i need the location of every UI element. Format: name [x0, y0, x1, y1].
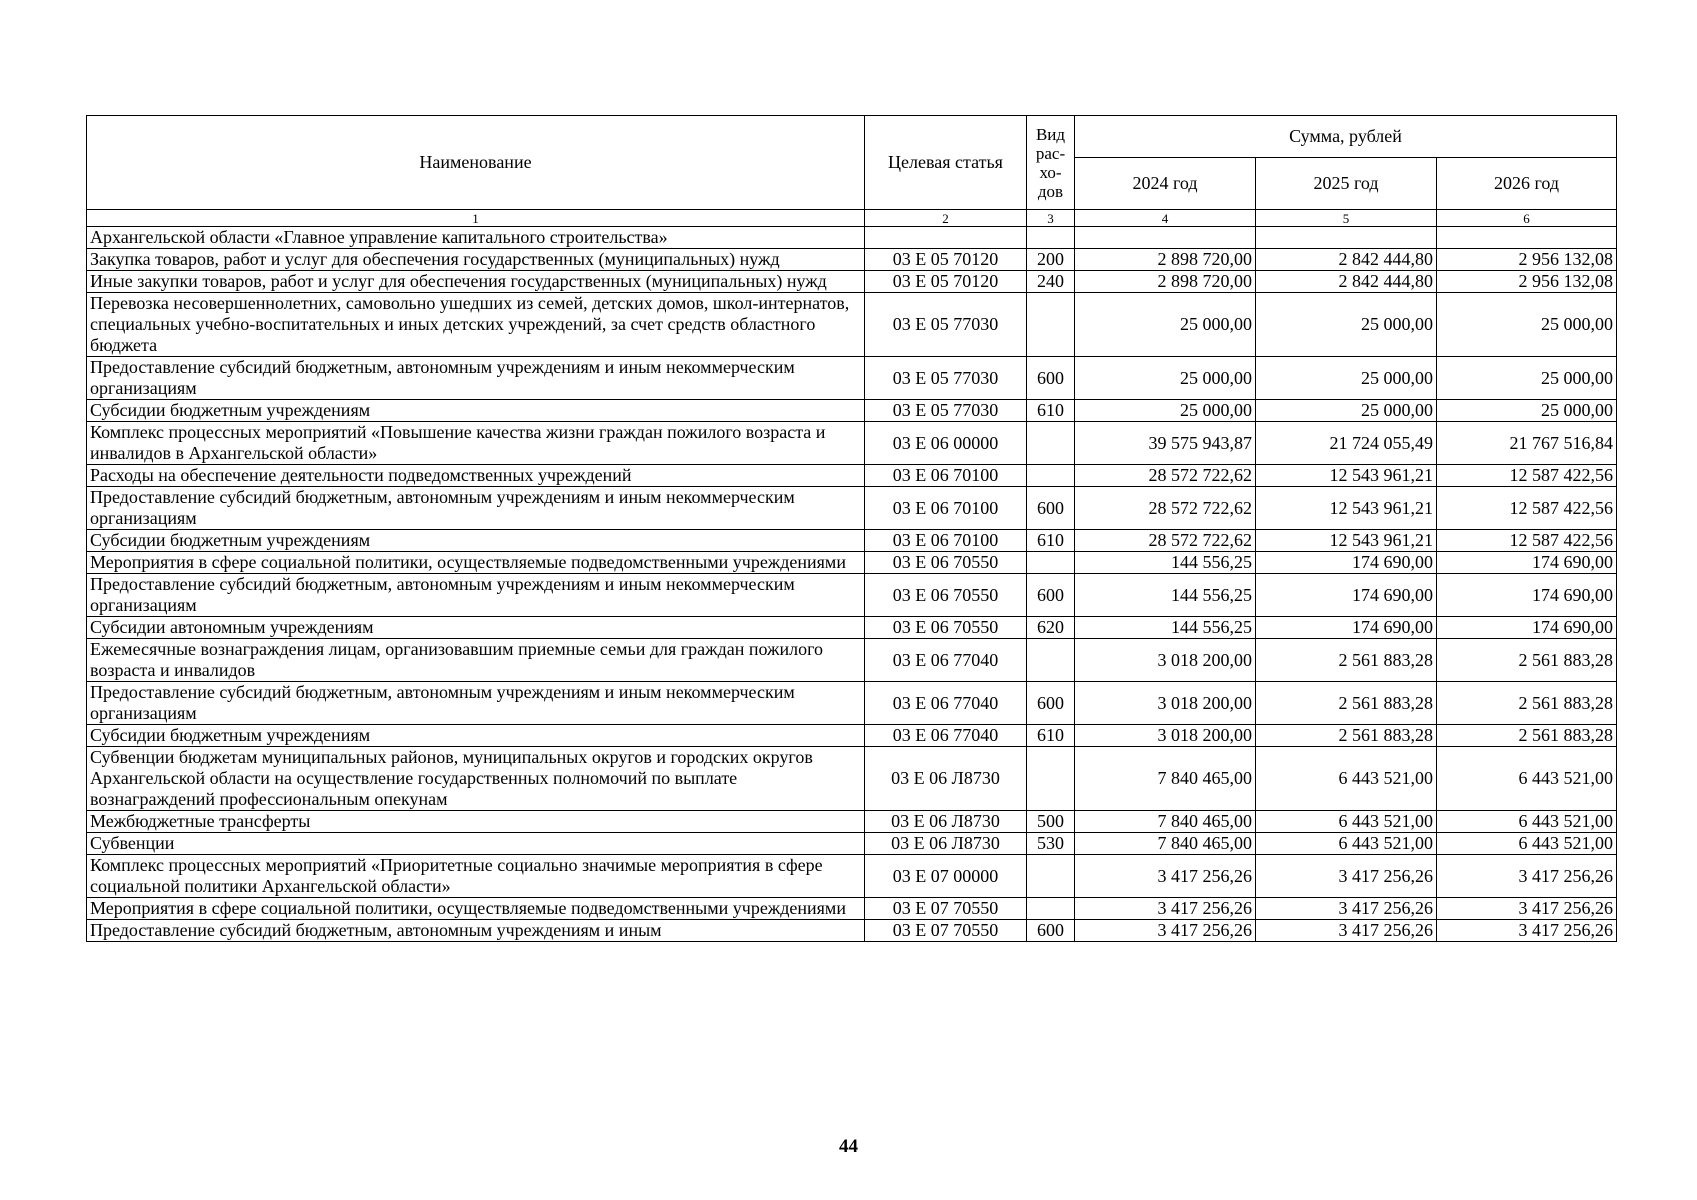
row-amount-2024: 7 840 465,00	[1075, 833, 1256, 855]
budget-table	[86, 115, 1617, 942]
row-expense-type	[1027, 422, 1075, 465]
row-target-article: 03 Е 06 70100	[865, 487, 1027, 530]
row-amount-2026: 12 587 422,56	[1437, 530, 1617, 552]
table-row	[87, 639, 1617, 682]
row-name: Субсидии бюджетным учреждениям	[87, 725, 865, 747]
table-row	[87, 920, 1617, 942]
row-name: Архангельской области «Главное управление капитального строительства»	[87, 227, 865, 249]
header-year-2026: 2026 год	[1437, 158, 1617, 210]
row-expense-type	[1027, 639, 1075, 682]
row-target-article: 03 Е 05 77030	[865, 293, 1027, 357]
header-sum: Сумма, рублей	[1075, 116, 1617, 158]
row-amount-2026: 2 561 883,28	[1437, 682, 1617, 725]
row-amount-2026: 6 443 521,00	[1437, 811, 1617, 833]
row-target-article: 03 Е 06 Л8730	[865, 747, 1027, 811]
table-row	[87, 227, 1617, 249]
row-expense-type	[1027, 465, 1075, 487]
header-name: Наименование	[87, 116, 865, 210]
row-expense-type: 610	[1027, 530, 1075, 552]
row-expense-type: 600	[1027, 920, 1075, 942]
row-amount-2025: 6 443 521,00	[1256, 833, 1437, 855]
row-amount-2026	[1437, 227, 1617, 249]
row-amount-2024: 39 575 943,87	[1075, 422, 1256, 465]
row-amount-2025: 25 000,00	[1256, 293, 1437, 357]
table-row	[87, 574, 1617, 617]
table-header	[87, 116, 1617, 227]
row-amount-2025: 25 000,00	[1256, 400, 1437, 422]
header-expense-type: Вид рас-хо-дов	[1027, 116, 1075, 210]
row-amount-2026: 25 000,00	[1437, 400, 1617, 422]
table-row	[87, 747, 1617, 811]
row-name: Предоставление субсидий бюджетным, автономным учреждениям и иным некоммерческим организациям	[87, 682, 865, 725]
row-target-article: 03 Е 06 70550	[865, 617, 1027, 639]
row-amount-2026: 25 000,00	[1437, 357, 1617, 400]
table-row	[87, 271, 1617, 293]
row-name: Иные закупки товаров, работ и услуг для обеспечения государственных (муниципальных) нужд	[87, 271, 865, 293]
row-expense-type: 600	[1027, 574, 1075, 617]
row-target-article: 03 Е 06 77040	[865, 725, 1027, 747]
row-amount-2026: 2 956 132,08	[1437, 271, 1617, 293]
row-amount-2024: 144 556,25	[1075, 574, 1256, 617]
row-amount-2025	[1256, 227, 1437, 249]
row-amount-2024: 25 000,00	[1075, 400, 1256, 422]
row-name: Комплекс процессных мероприятий «Приоритетные социально значимые мероприятия в сфере социальной политики Архангельской области»	[87, 855, 865, 898]
row-expense-type: 240	[1027, 271, 1075, 293]
row-name: Межбюджетные трансферты	[87, 811, 865, 833]
row-expense-type	[1027, 293, 1075, 357]
row-amount-2024: 28 572 722,62	[1075, 465, 1256, 487]
row-target-article: 03 Е 06 00000	[865, 422, 1027, 465]
row-target-article	[865, 227, 1027, 249]
table-row	[87, 400, 1617, 422]
row-target-article: 03 Е 05 70120	[865, 249, 1027, 271]
row-amount-2025: 2 561 883,28	[1256, 725, 1437, 747]
table-row	[87, 357, 1617, 400]
row-expense-type	[1027, 747, 1075, 811]
row-amount-2024: 144 556,25	[1075, 552, 1256, 574]
row-amount-2025: 174 690,00	[1256, 552, 1437, 574]
row-amount-2025: 174 690,00	[1256, 574, 1437, 617]
row-amount-2024	[1075, 227, 1256, 249]
row-amount-2026: 6 443 521,00	[1437, 833, 1617, 855]
row-name: Расходы на обеспечение деятельности подведомственных учреждений	[87, 465, 865, 487]
row-amount-2025: 174 690,00	[1256, 617, 1437, 639]
row-target-article: 03 Е 05 77030	[865, 400, 1027, 422]
row-amount-2024: 3 018 200,00	[1075, 725, 1256, 747]
row-amount-2026: 12 587 422,56	[1437, 465, 1617, 487]
row-expense-type	[1027, 898, 1075, 920]
row-name: Субвенции бюджетам муниципальных районов, муниципальных округов и городских округов Архангельской области на осуществление государственных полномочий по выплате вознаграждений профессиональным опекунам	[87, 747, 865, 811]
row-target-article: 03 Е 07 00000	[865, 855, 1027, 898]
column-number: 1	[87, 210, 865, 227]
row-amount-2026: 174 690,00	[1437, 574, 1617, 617]
row-amount-2025: 3 417 256,26	[1256, 898, 1437, 920]
row-target-article: 03 Е 06 70550	[865, 552, 1027, 574]
row-amount-2024: 7 840 465,00	[1075, 811, 1256, 833]
row-amount-2024: 144 556,25	[1075, 617, 1256, 639]
row-expense-type: 600	[1027, 682, 1075, 725]
row-name: Ежемесячные вознаграждения лицам, организовавшим приемные семьи для граждан пожилого возраста и инвалидов	[87, 639, 865, 682]
table-row	[87, 725, 1617, 747]
row-expense-type: 500	[1027, 811, 1075, 833]
column-number: 4	[1075, 210, 1256, 227]
row-amount-2026: 174 690,00	[1437, 617, 1617, 639]
row-expense-type: 620	[1027, 617, 1075, 639]
row-amount-2025: 25 000,00	[1256, 357, 1437, 400]
row-target-article: 03 Е 06 Л8730	[865, 811, 1027, 833]
table-row	[87, 530, 1617, 552]
row-amount-2026: 174 690,00	[1437, 552, 1617, 574]
row-amount-2026: 2 561 883,28	[1437, 725, 1617, 747]
table-row	[87, 293, 1617, 357]
row-expense-type	[1027, 855, 1075, 898]
table-row	[87, 465, 1617, 487]
column-number: 3	[1027, 210, 1075, 227]
row-amount-2026: 25 000,00	[1437, 293, 1617, 357]
row-target-article: 03 Е 06 70550	[865, 574, 1027, 617]
row-expense-type	[1027, 552, 1075, 574]
row-name: Перевозка несовершеннолетних, самовольно ушедших из семей, детских домов, школ-интернатов, специальных учебно-воспитательных и иных детских учреждений, за счет средств областного бюджета	[87, 293, 865, 357]
table-row	[87, 811, 1617, 833]
row-amount-2024: 3 417 256,26	[1075, 898, 1256, 920]
table-row	[87, 617, 1617, 639]
row-target-article: 03 Е 05 77030	[865, 357, 1027, 400]
row-name: Предоставление субсидий бюджетным, автономным учреждениям и иным некоммерческим организациям	[87, 574, 865, 617]
row-name: Предоставление субсидий бюджетным, автономным учреждениям и иным некоммерческим организациям	[87, 357, 865, 400]
row-amount-2026: 2 561 883,28	[1437, 639, 1617, 682]
row-amount-2024: 28 572 722,62	[1075, 530, 1256, 552]
row-name: Субсидии автономным учреждениям	[87, 617, 865, 639]
row-name: Закупка товаров, работ и услуг для обеспечения государственных (муниципальных) нужд	[87, 249, 865, 271]
row-amount-2026: 3 417 256,26	[1437, 898, 1617, 920]
column-number: 6	[1437, 210, 1617, 227]
row-amount-2025: 12 543 961,21	[1256, 487, 1437, 530]
row-target-article: 03 Е 06 77040	[865, 639, 1027, 682]
row-target-article: 03 Е 06 70100	[865, 530, 1027, 552]
row-amount-2025: 6 443 521,00	[1256, 747, 1437, 811]
row-amount-2025: 3 417 256,26	[1256, 920, 1437, 942]
row-amount-2025: 2 561 883,28	[1256, 639, 1437, 682]
row-expense-type: 200	[1027, 249, 1075, 271]
column-number: 2	[865, 210, 1027, 227]
table-row	[87, 855, 1617, 898]
row-amount-2025: 2 842 444,80	[1256, 249, 1437, 271]
row-amount-2025: 2 561 883,28	[1256, 682, 1437, 725]
row-expense-type	[1027, 227, 1075, 249]
row-amount-2025: 12 543 961,21	[1256, 530, 1437, 552]
column-number: 5	[1256, 210, 1437, 227]
row-amount-2025: 2 842 444,80	[1256, 271, 1437, 293]
header-year-2025: 2025 год	[1256, 158, 1437, 210]
row-target-article: 03 Е 06 77040	[865, 682, 1027, 725]
row-amount-2026: 12 587 422,56	[1437, 487, 1617, 530]
row-amount-2024: 7 840 465,00	[1075, 747, 1256, 811]
row-amount-2024: 2 898 720,00	[1075, 249, 1256, 271]
row-expense-type: 600	[1027, 487, 1075, 530]
row-amount-2024: 25 000,00	[1075, 357, 1256, 400]
row-name: Мероприятия в сфере социальной политики, осуществляемые подведомственными учреждениями	[87, 552, 865, 574]
row-name: Субсидии бюджетным учреждениям	[87, 400, 865, 422]
row-target-article: 03 Е 06 70100	[865, 465, 1027, 487]
row-amount-2026: 3 417 256,26	[1437, 855, 1617, 898]
row-amount-2025: 6 443 521,00	[1256, 811, 1437, 833]
row-expense-type: 610	[1027, 725, 1075, 747]
table-body	[87, 227, 1617, 942]
row-target-article: 03 Е 07 70550	[865, 898, 1027, 920]
table-row	[87, 682, 1617, 725]
table-row	[87, 552, 1617, 574]
row-amount-2024: 3 018 200,00	[1075, 639, 1256, 682]
row-amount-2024: 25 000,00	[1075, 293, 1256, 357]
row-amount-2026: 6 443 521,00	[1437, 747, 1617, 811]
table-row	[87, 422, 1617, 465]
row-expense-type: 530	[1027, 833, 1075, 855]
row-amount-2025: 21 724 055,49	[1256, 422, 1437, 465]
row-amount-2024: 2 898 720,00	[1075, 271, 1256, 293]
row-amount-2026: 21 767 516,84	[1437, 422, 1617, 465]
row-name: Предоставление субсидий бюджетным, автономным учреждениям и иным	[87, 920, 865, 942]
row-amount-2024: 3 417 256,26	[1075, 920, 1256, 942]
row-name: Субсидии бюджетным учреждениям	[87, 530, 865, 552]
row-expense-type: 610	[1027, 400, 1075, 422]
row-amount-2024: 3 417 256,26	[1075, 855, 1256, 898]
row-name: Предоставление субсидий бюджетным, автономным учреждениям и иным некоммерческим организациям	[87, 487, 865, 530]
table-row	[87, 487, 1617, 530]
row-amount-2026: 2 956 132,08	[1437, 249, 1617, 271]
row-amount-2024: 28 572 722,62	[1075, 487, 1256, 530]
header-year-2024: 2024 год	[1075, 158, 1256, 210]
table-row	[87, 249, 1617, 271]
page-number: 44	[839, 1136, 858, 1157]
header-target-article: Целевая статья	[865, 116, 1027, 210]
row-amount-2024: 3 018 200,00	[1075, 682, 1256, 725]
row-amount-2025: 3 417 256,26	[1256, 855, 1437, 898]
row-target-article: 03 Е 05 70120	[865, 271, 1027, 293]
row-name: Комплекс процессных мероприятий «Повышение качества жизни граждан пожилого возраста и инвалидов в Архангельской области»	[87, 422, 865, 465]
row-amount-2025: 12 543 961,21	[1256, 465, 1437, 487]
row-amount-2026: 3 417 256,26	[1437, 920, 1617, 942]
row-name: Мероприятия в сфере социальной политики, осуществляемые подведомственными учреждениями	[87, 898, 865, 920]
row-expense-type: 600	[1027, 357, 1075, 400]
table-row	[87, 898, 1617, 920]
table-row	[87, 833, 1617, 855]
row-name: Субвенции	[87, 833, 865, 855]
row-target-article: 03 Е 07 70550	[865, 920, 1027, 942]
row-target-article: 03 Е 06 Л8730	[865, 833, 1027, 855]
